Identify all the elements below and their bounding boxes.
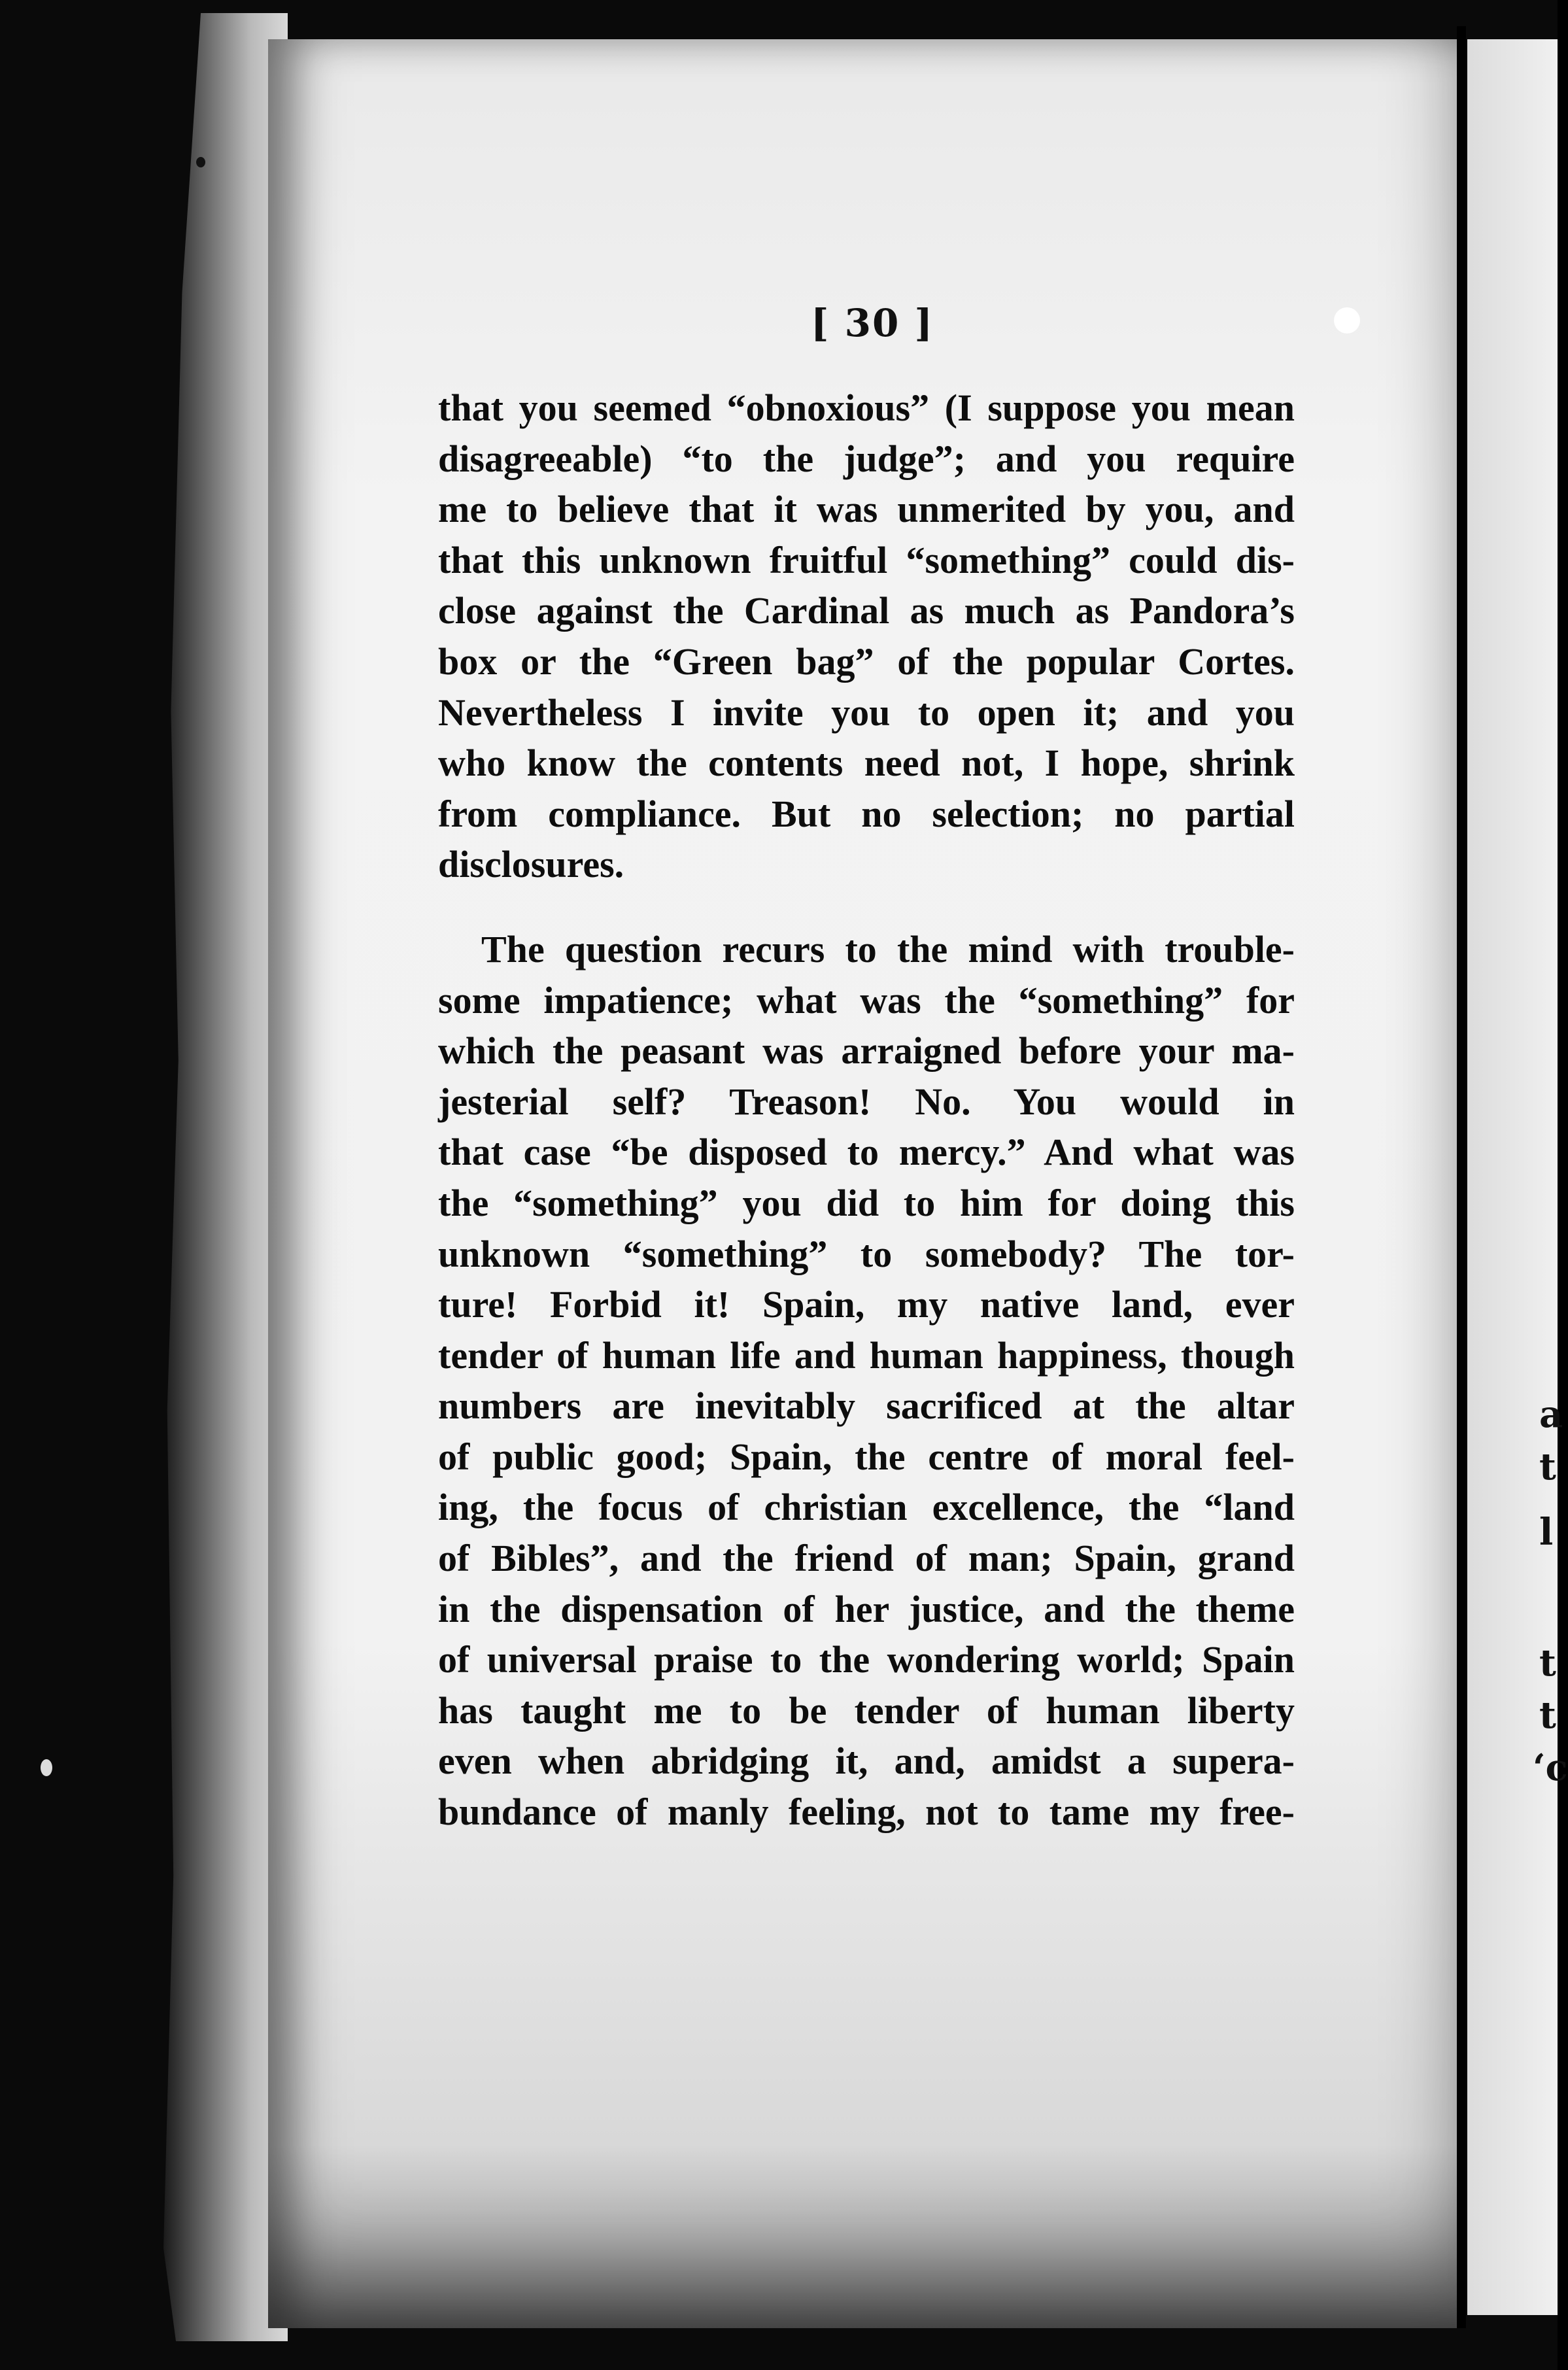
- paragraph-spacer: [438, 890, 1295, 924]
- text-line: of universal praise to the wondering world; Spain: [438, 1638, 1295, 1681]
- adjacent-page-fragment: t: [1539, 1694, 1556, 1737]
- text-line: disclosures.: [438, 843, 624, 886]
- text-line: bundance of manly feeling, not to tame my free-: [438, 1791, 1295, 1834]
- text-line: from compliance. But no selection; no partial: [438, 792, 1295, 835]
- text-line: some impatience; what was the “something” for: [438, 978, 1295, 1022]
- text-line: tender of human life and human happiness, though: [438, 1333, 1295, 1377]
- paragraph: [438, 383, 1295, 890]
- text-line: in the dispensation of her justice, and the theme: [438, 1587, 1295, 1630]
- text-line: me to believe that it was unmerited by you, and: [438, 488, 1295, 531]
- page-number: [ 30 ]: [811, 301, 934, 345]
- text-line: of Bibles”, and the friend of man; Spain, grand: [438, 1537, 1295, 1580]
- text-line: who know the contents need not, I hope, shrink: [438, 742, 1295, 785]
- adjacent-page-fragment: a: [1539, 1393, 1563, 1436]
- scan-artifact: [196, 157, 205, 167]
- text-line: of public good; Spain, the centre of moral feel-: [438, 1435, 1295, 1478]
- text-line: has taught me to be tender of human liberty: [438, 1689, 1295, 1732]
- scan-artifact: [41, 1759, 52, 1776]
- text-line: box or the “Green bag” of the popular Cortes.: [438, 640, 1295, 683]
- page-gutter: [1457, 26, 1466, 2328]
- text-line: ture! Forbid it! Spain, my native land, ever: [438, 1283, 1295, 1326]
- text-line: even when abridging it, and, amidst a supera-: [438, 1740, 1295, 1783]
- text-line: unknown “something” to somebody? The tor-: [438, 1232, 1295, 1275]
- text-line: ing, the focus of christian excellence, the “land: [438, 1486, 1295, 1529]
- adjacent-page-sliver: [1467, 39, 1568, 2315]
- text-line: that case “be disposed to mercy.” And what was: [438, 1131, 1295, 1174]
- text-line: which the peasant was arraigned before your ma-: [438, 1029, 1295, 1073]
- text-line: jesterial self? Treason! No. You would in: [438, 1080, 1295, 1123]
- text-line: Nevertheless I invite you to open it; and you: [438, 691, 1295, 734]
- text-line: that you seemed “obnoxious” (I suppose you mean: [438, 386, 1295, 429]
- text-line: numbers are inevitably sacrificed at the altar: [438, 1384, 1295, 1428]
- text-line: the “something” you did to him for doing this: [438, 1181, 1295, 1224]
- body-text: [438, 383, 1295, 1838]
- text-line: disagreeable) “to the judge”; and you require: [438, 437, 1295, 480]
- adjacent-page-fragment: ‘c: [1533, 1746, 1568, 1789]
- text-line: close against the Cardinal as much as Pandora’s: [438, 589, 1295, 632]
- adjacent-page-fragment: l: [1539, 1511, 1554, 1554]
- text-line: that this unknown fruitful “something” could dis-: [438, 538, 1295, 581]
- paragraph: [438, 924, 1295, 1838]
- adjacent-page-fragment: t: [1539, 1445, 1556, 1488]
- adjacent-page-fragment: t: [1539, 1641, 1556, 1685]
- text-line: The question recurs to the mind with trouble-: [481, 927, 1295, 970]
- scan-artifact: [1334, 307, 1360, 334]
